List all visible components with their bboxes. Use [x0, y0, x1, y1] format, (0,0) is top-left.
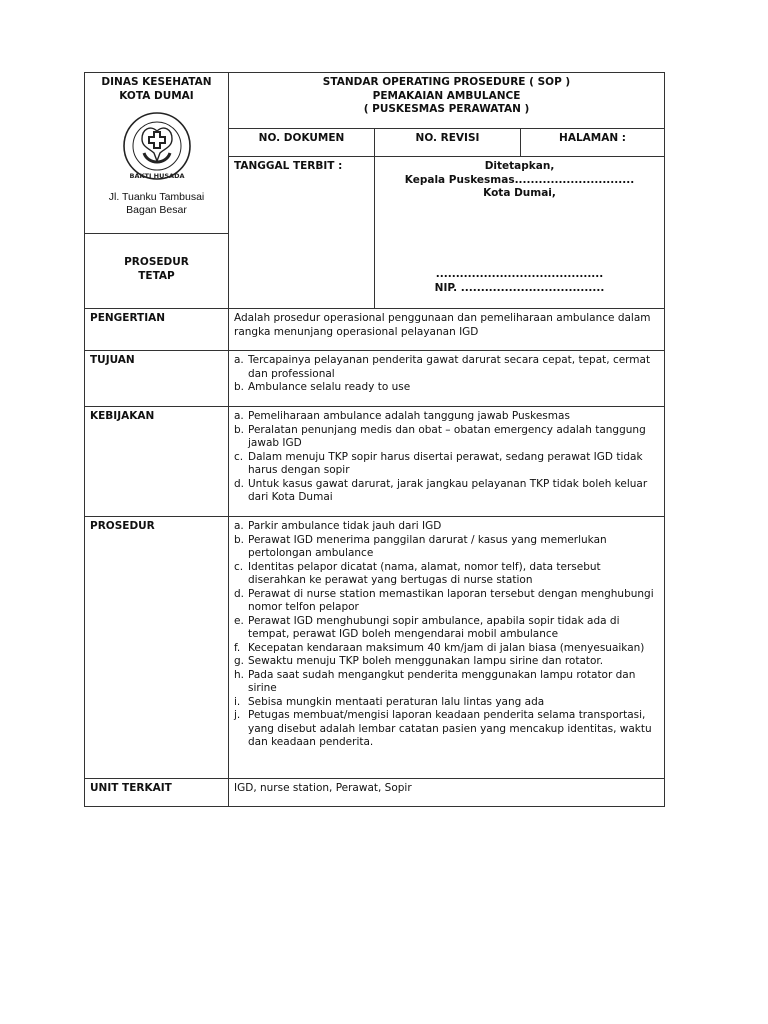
- kepala-puskesmas-label: Kepala Puskesmas..............................: [404, 173, 635, 186]
- sop-title: STANDAR OPERATING PROSEDURE ( SOP ): [322, 76, 571, 88]
- tujuan-content: [229, 351, 665, 407]
- unit-terkait-text: IGD, nurse station, Perawat, Sopir: [229, 779, 665, 807]
- no-revisi-label: NO. REVISI: [415, 132, 480, 144]
- prosedur-section-label: PROSEDUR: [85, 517, 229, 779]
- list-item: g. Sewaktu menuju TKP boleh menggunakan lampu sirine dan rotator.: [234, 655, 604, 667]
- list-item: b. Peralatan penunjang medis dan obat – obatan emergency adalah tanggung jawab IGD: [234, 423, 646, 449]
- tujuan-label: TUJUAN: [85, 351, 229, 407]
- list-item: b. Ambulance selalu ready to use: [234, 381, 411, 393]
- tanggal-terbit-label: TANGGAL TERBIT :: [234, 160, 343, 172]
- sop-title-cell: [229, 73, 665, 129]
- pengertian-text: Adalah prosedur operasional penggunaan dan pemeliharaan ambulance dalam rangka menunjang operasional pelayanan IGD: [229, 309, 665, 351]
- no-dokumen-label: NO. DOKUMEN: [258, 132, 345, 144]
- section-pengertian: [85, 309, 665, 351]
- sop-unit: ( PUSKESMAS PERAWATAN ): [363, 103, 530, 115]
- section-unit-terkait: [85, 779, 665, 807]
- unit-terkait-label: UNIT TERKAIT: [85, 779, 229, 807]
- agency-city: KOTA DUMAI: [119, 89, 194, 102]
- list-item: a. Parkir ambulance tidak jauh dari IGD: [234, 520, 442, 532]
- list-item: a. Tercapainya pelayanan penderita gawat darurat secara cepat, tepat, cermat dan professional: [234, 354, 651, 380]
- list-item: c. Identitas pelapor dicatat (nama, alamat, nomor telf), data tersebut diserahkan ke perawat yang bertugas di nurse station: [234, 560, 601, 586]
- no-revisi-cell: [375, 129, 521, 157]
- list-item: i. Sebisa mungkin mentaati peraturan lalu lintas yang ada: [234, 695, 545, 708]
- kota-dumai-label: Kota Dumai,: [483, 187, 556, 199]
- agency-name: DINAS KESEHATAN: [101, 76, 212, 88]
- prosedur-content: [229, 517, 665, 779]
- kebijakan-label: KEBIJAKAN: [85, 407, 229, 517]
- halaman-label: HALAMAN :: [559, 132, 626, 144]
- pengertian-label: PENGERTIAN: [85, 309, 229, 351]
- list-item: f. Kecepatan kendaraan maksimum 40 km/jam di jalan biasa (menyesuaikan): [234, 641, 645, 654]
- ditetapkan-label: Ditetapkan,: [484, 160, 555, 172]
- sop-subtitle: PEMAKAIAN AMBULANCE: [372, 89, 521, 102]
- tujuan-list: [234, 354, 659, 395]
- sop-document: [84, 72, 664, 807]
- section-tujuan: [85, 351, 665, 407]
- prosedur-label: PROSEDUR: [124, 256, 189, 268]
- prosedur-tetap-cell: [85, 234, 229, 309]
- list-item: c. Dalam menuju TKP sopir harus disertai perawat, sedang perawat IGD tidak harus dengan sopir: [234, 450, 643, 476]
- kebijakan-list: [234, 410, 659, 505]
- logo-text-arc: [117, 167, 197, 181]
- signature-line: ..........................................: [435, 268, 604, 280]
- sop-table: [84, 72, 665, 807]
- list-item: e. Perawat IGD menghubungi sopir ambulance, apabila sopir tidak ada di tempat, perawat IGD boleh mengendarai mobil ambulance: [234, 614, 620, 640]
- list-item: d. Untuk kasus gawat darurat, jarak jangkau pelayanan TKP tidak boleh keluar dari Kota Dumai: [234, 477, 648, 503]
- list-item: d. Perawat di nurse station memastikan laporan tersebut dengan menghubungi nomor telfon pelapor: [234, 587, 654, 613]
- list-item: b. Perawat IGD menerima panggilan darurat / kasus yang memerlukan pertolongan ambulance: [234, 533, 607, 559]
- kebijakan-content: [229, 407, 665, 517]
- section-kebijakan: [85, 407, 665, 517]
- no-dokumen-cell: [229, 129, 375, 157]
- agency-cell: [85, 73, 229, 234]
- tanggal-terbit-cell: [229, 157, 375, 309]
- logo-text: BAKTI HUSADA: [129, 172, 184, 180]
- prosedur-list: [234, 520, 659, 750]
- halaman-cell: [521, 129, 665, 157]
- section-prosedur: [85, 517, 665, 779]
- tetap-label: TETAP: [138, 269, 175, 282]
- list-item: h. Pada saat sudah mengangkut penderita menggunakan lampu rotator dan sirine: [234, 668, 636, 694]
- ditetapkan-cell: [375, 157, 665, 309]
- address-line-1: Jl. Tuanku Tambusai: [108, 191, 205, 203]
- list-item: a. Pemeliharaan ambulance adalah tanggung jawab Puskesmas: [234, 410, 570, 422]
- list-item: j. Petugas membuat/mengisi laporan keadaan penderita selama transportasi, yang disebut adalah lembar catatan pasien yang mencakup identitas, waktu dan keadaan penderita.: [234, 709, 652, 748]
- nip-line: NIP. ....................................: [434, 281, 605, 294]
- address-line-2: Bagan Besar: [126, 203, 187, 216]
